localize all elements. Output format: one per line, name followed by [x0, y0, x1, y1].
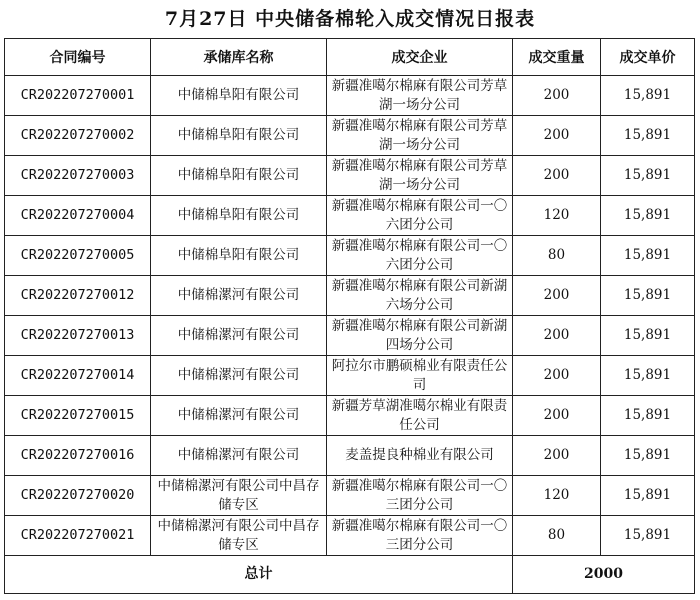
warehouse-cell: 中储棉阜阳有限公司 — [151, 236, 327, 276]
table-row — [5, 356, 695, 396]
enterprise-cell: 麦盖提良种棉业有限公司 — [327, 436, 513, 476]
weight-cell: 80 — [513, 236, 601, 276]
contract-number-cell: CR202207270014 — [5, 356, 151, 396]
total-label: 总计 — [5, 556, 513, 594]
weight-cell: 200 — [513, 316, 601, 356]
warehouse-cell: 中储棉阜阳有限公司 — [151, 156, 327, 196]
weight-cell: 120 — [513, 196, 601, 236]
column-header-weight: 成交重量 — [513, 39, 601, 76]
column-header-enterprise: 成交企业 — [327, 39, 513, 76]
price-cell: 15,891 — [601, 276, 695, 316]
enterprise-cell: 新疆准噶尔棉麻有限公司芳草湖一场分公司 — [327, 76, 513, 116]
weight-cell: 200 — [513, 276, 601, 316]
contract-number-cell: CR202207270015 — [5, 396, 151, 436]
table-row — [5, 196, 695, 236]
price-cell: 15,891 — [601, 116, 695, 156]
price-cell: 15,891 — [601, 316, 695, 356]
warehouse-cell: 中储棉漯河有限公司 — [151, 396, 327, 436]
price-cell: 15,891 — [601, 156, 695, 196]
price-cell: 15,891 — [601, 396, 695, 436]
table-row — [5, 76, 695, 116]
weight-cell: 200 — [513, 156, 601, 196]
warehouse-cell: 中储棉漯河有限公司 — [151, 276, 327, 316]
enterprise-cell: 新疆准噶尔棉麻有限公司一〇三团分公司 — [327, 516, 513, 556]
enterprise-cell: 新疆准噶尔棉麻有限公司新湖四场分公司 — [327, 316, 513, 356]
price-cell: 15,891 — [601, 356, 695, 396]
table-row — [5, 156, 695, 196]
weight-cell: 200 — [513, 76, 601, 116]
header-row — [5, 39, 695, 76]
warehouse-cell: 中储棉阜阳有限公司 — [151, 76, 327, 116]
enterprise-cell: 新疆芳草湖准噶尔棉业有限责任公司 — [327, 396, 513, 436]
warehouse-cell: 中储棉漯河有限公司中昌存储专区 — [151, 516, 327, 556]
column-header-price: 成交单价 — [601, 39, 695, 76]
enterprise-cell: 新疆准噶尔棉麻有限公司新湖六场分公司 — [327, 276, 513, 316]
contract-number-cell: CR202207270021 — [5, 516, 151, 556]
price-cell: 15,891 — [601, 436, 695, 476]
total-weight: 2000 — [513, 556, 695, 594]
enterprise-cell: 新疆准噶尔棉麻有限公司芳草湖一场分公司 — [327, 156, 513, 196]
price-cell: 15,891 — [601, 196, 695, 236]
table-row — [5, 396, 695, 436]
column-header-contract: 合同编号 — [5, 39, 151, 76]
warehouse-cell: 中储棉漯河有限公司中昌存储专区 — [151, 476, 327, 516]
weight-cell: 80 — [513, 516, 601, 556]
warehouse-cell: 中储棉阜阳有限公司 — [151, 116, 327, 156]
price-cell: 15,891 — [601, 476, 695, 516]
table-row — [5, 476, 695, 516]
table-row — [5, 236, 695, 276]
table-row — [5, 116, 695, 156]
warehouse-cell: 中储棉阜阳有限公司 — [151, 196, 327, 236]
contract-number-cell: CR202207270002 — [5, 116, 151, 156]
contract-number-cell: CR202207270020 — [5, 476, 151, 516]
contract-number-cell: CR202207270004 — [5, 196, 151, 236]
total-row — [5, 556, 695, 594]
contract-number-cell: CR202207270013 — [5, 316, 151, 356]
column-header-warehouse: 承储库名称 — [151, 39, 327, 76]
warehouse-cell: 中储棉漯河有限公司 — [151, 356, 327, 396]
table-row — [5, 316, 695, 356]
weight-cell: 200 — [513, 396, 601, 436]
enterprise-cell: 阿拉尔市鹏硕棉业有限责任公司 — [327, 356, 513, 396]
contract-number-cell: CR202207270012 — [5, 276, 151, 316]
table-body — [5, 76, 695, 556]
weight-cell: 200 — [513, 356, 601, 396]
price-cell: 15,891 — [601, 516, 695, 556]
contract-number-cell: CR202207270003 — [5, 156, 151, 196]
contract-number-cell: CR202207270001 — [5, 76, 151, 116]
contract-number-cell: CR202207270016 — [5, 436, 151, 476]
enterprise-cell: 新疆准噶尔棉麻有限公司一〇三团分公司 — [327, 476, 513, 516]
enterprise-cell: 新疆准噶尔棉麻有限公司芳草湖一场分公司 — [327, 116, 513, 156]
contract-number-cell: CR202207270005 — [5, 236, 151, 276]
enterprise-cell: 新疆准噶尔棉麻有限公司一〇六团分公司 — [327, 236, 513, 276]
table-row — [5, 276, 695, 316]
table-row — [5, 436, 695, 476]
weight-cell: 120 — [513, 476, 601, 516]
weight-cell: 200 — [513, 436, 601, 476]
report-title: 7月27日 中央储备棉轮入成交情况日报表 — [164, 8, 536, 30]
table-row — [5, 516, 695, 556]
price-cell: 15,891 — [601, 76, 695, 116]
report-table — [4, 38, 695, 594]
warehouse-cell: 中储棉漯河有限公司 — [151, 316, 327, 356]
weight-cell: 200 — [513, 116, 601, 156]
warehouse-cell: 中储棉漯河有限公司 — [151, 436, 327, 476]
enterprise-cell: 新疆准噶尔棉麻有限公司一〇六团分公司 — [327, 196, 513, 236]
price-cell: 15,891 — [601, 236, 695, 276]
